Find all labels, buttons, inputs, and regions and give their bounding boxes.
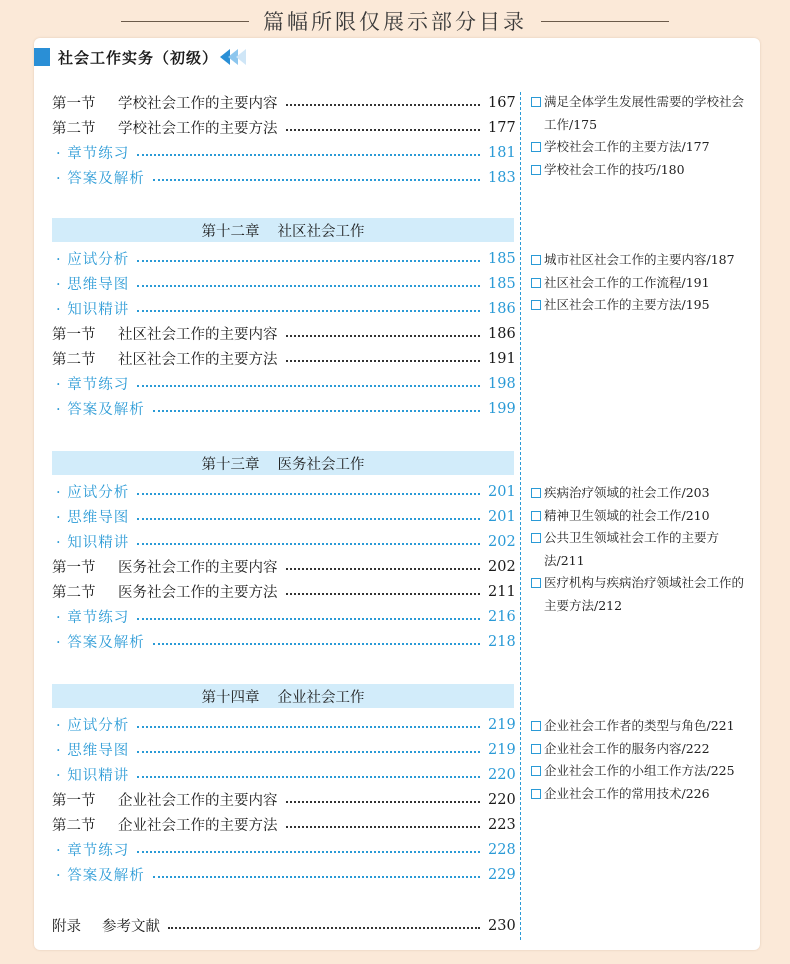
section-name: 医务社会工作的主要内容	[118, 560, 278, 576]
section-title	[52, 92, 278, 113]
topic-item[interactable]	[531, 482, 751, 505]
page-number: 230	[488, 917, 516, 934]
toc-row[interactable]	[52, 862, 514, 887]
topic-text: 精神卫生领域的社会工作/210	[544, 507, 710, 523]
dot-leader	[137, 851, 480, 853]
dot-leader	[153, 643, 480, 645]
column-divider	[520, 92, 521, 940]
topic-item[interactable]	[531, 783, 751, 806]
checkbox-icon	[531, 255, 541, 265]
toc-row[interactable]	[52, 554, 514, 579]
section-name: 医务社会工作的主要方法	[118, 585, 278, 601]
page-number: 199	[488, 400, 516, 417]
checkbox-icon	[531, 165, 541, 175]
chapter-number: 第十二章	[201, 223, 260, 240]
dot-leader	[153, 410, 480, 412]
checkbox-icon	[531, 578, 541, 588]
subitem-title: · 答案及解析	[56, 868, 145, 884]
dot-leader	[286, 104, 481, 106]
topic-text: 城市社区社会工作的主要内容/187	[544, 252, 735, 267]
dot-leader	[153, 179, 480, 181]
dot-leader	[137, 285, 480, 287]
section-name: 社区社会工作的主要内容	[118, 327, 278, 343]
toc-section	[52, 451, 514, 654]
section-title	[52, 348, 278, 369]
dot-leader	[137, 726, 480, 728]
section-name: 学校社会工作的主要方法	[118, 121, 278, 137]
topic-text: 社区社会工作的工作流程/191	[544, 274, 710, 290]
section-number: 第一节	[52, 96, 96, 112]
checkbox-icon	[531, 142, 541, 152]
page-number: 223	[488, 816, 516, 833]
topic-item[interactable]	[531, 272, 751, 295]
topic-item[interactable]	[531, 505, 751, 528]
toc-row[interactable]	[52, 504, 514, 529]
checkbox-icon	[531, 300, 541, 310]
toc-row[interactable]	[52, 246, 514, 271]
topic-list	[531, 482, 751, 617]
checkbox-icon	[531, 789, 541, 799]
section-title	[52, 323, 278, 344]
subitem-title: · 知识精讲	[56, 302, 130, 318]
page-number: 219	[488, 716, 516, 733]
dot-leader	[153, 876, 480, 878]
topic-text: 企业社会工作者的类型与角色/221	[544, 718, 735, 733]
section-name: 学校社会工作的主要内容	[118, 96, 278, 112]
topic-text: 社区社会工作的主要方法/195	[544, 297, 710, 312]
toc-row[interactable]	[52, 762, 514, 787]
topic-text: 学校社会工作的技巧/180	[544, 161, 685, 177]
subitem-title: · 章节练习	[56, 146, 130, 162]
toc-row[interactable]	[52, 837, 514, 862]
subitem-title: · 应试分析	[56, 718, 130, 734]
topic-text: 满足全体学生发展性需要的学校社会工作/175	[544, 94, 745, 132]
toc-row[interactable]	[52, 90, 514, 115]
toc-row[interactable]	[52, 604, 514, 629]
page-number: 186	[488, 325, 516, 342]
page-title: 篇幅所限仅展示部分目录	[263, 10, 527, 34]
page-number: 219	[488, 741, 516, 758]
page-number: 216	[488, 608, 516, 625]
dot-leader	[286, 801, 481, 803]
topic-item[interactable]	[531, 760, 751, 783]
section-number: 第二节	[52, 818, 96, 834]
page-number: 201	[488, 508, 516, 525]
toc-row[interactable]	[52, 913, 514, 938]
page-number: 229	[488, 866, 516, 883]
chapter-title: 企业社会工作	[277, 689, 365, 706]
topic-text: 学校社会工作的主要方法/177	[544, 139, 710, 154]
subitem-title: · 章节练习	[56, 843, 130, 859]
checkbox-icon	[531, 488, 541, 498]
page-number: 218	[488, 633, 516, 650]
dot-leader	[137, 518, 480, 520]
topic-item[interactable]	[531, 738, 751, 761]
dot-leader	[137, 260, 480, 262]
page-number: 183	[488, 169, 516, 186]
subitem-title: · 思维导图	[56, 743, 130, 759]
toc-row[interactable]	[52, 271, 514, 296]
page-number: 220	[488, 766, 516, 783]
checkbox-icon	[531, 278, 541, 288]
checkbox-icon	[531, 97, 541, 107]
dot-leader	[137, 310, 480, 312]
section-number: 第二节	[52, 121, 96, 137]
book-title-bar	[34, 46, 244, 68]
topic-text: 企业社会工作的服务内容/222	[544, 740, 710, 756]
topic-item[interactable]	[531, 159, 751, 182]
dot-leader	[286, 129, 481, 131]
dot-leader	[168, 927, 480, 929]
chapter-title: 医务社会工作	[277, 456, 365, 473]
toc-row[interactable]	[52, 396, 514, 421]
chapter-heading[interactable]	[52, 684, 514, 708]
toc-row[interactable]	[52, 629, 514, 654]
topic-text: 企业社会工作的常用技术/226	[544, 785, 710, 801]
topic-item[interactable]	[531, 91, 751, 136]
subitem-title: · 章节练习	[56, 610, 130, 626]
section-title	[52, 117, 278, 138]
checkbox-icon	[531, 766, 541, 776]
dot-leader	[137, 385, 480, 387]
section-title	[52, 581, 278, 602]
dot-leader	[137, 618, 480, 620]
checkbox-icon	[531, 511, 541, 521]
toc-row[interactable]	[52, 371, 514, 396]
page-number: 202	[488, 533, 516, 550]
header-rule-right	[541, 21, 669, 22]
topic-list	[531, 91, 751, 181]
toc-row[interactable]	[52, 579, 514, 604]
subitem-title: · 章节练习	[56, 377, 130, 393]
page-number: 198	[488, 375, 516, 392]
toc-section	[52, 684, 514, 887]
toc-row[interactable]	[52, 712, 514, 737]
topic-text: 企业社会工作的小组工作方法/225	[544, 763, 735, 778]
subitem-title: · 思维导图	[56, 510, 130, 526]
subitem-title: · 知识精讲	[56, 768, 130, 784]
toc-row[interactable]	[52, 787, 514, 812]
chapter-number: 第十三章	[201, 456, 260, 473]
toc-row[interactable]	[52, 321, 514, 346]
section-number: 第二节	[52, 352, 96, 368]
toc-row[interactable]	[52, 296, 514, 321]
chapter-number: 第十四章	[201, 689, 260, 706]
page-number: 186	[488, 300, 516, 317]
chevron-left-icon	[220, 49, 244, 65]
subitem-title: · 知识精讲	[56, 535, 130, 551]
dot-leader	[286, 360, 481, 362]
page-number: 211	[488, 583, 516, 600]
chapter-heading[interactable]	[52, 451, 514, 475]
checkbox-icon	[531, 533, 541, 543]
checkbox-icon	[531, 721, 541, 731]
section-title	[52, 814, 278, 835]
page-number: 201	[488, 483, 516, 500]
toc-row[interactable]	[52, 737, 514, 762]
toc-row[interactable]	[52, 115, 514, 140]
section-title	[52, 789, 278, 810]
chapter-title: 社区社会工作	[277, 223, 365, 240]
topic-item[interactable]	[531, 136, 751, 159]
page-number: 228	[488, 841, 516, 858]
topic-item[interactable]	[531, 527, 751, 572]
dot-leader	[137, 776, 480, 778]
toc-row[interactable]	[52, 479, 514, 504]
page-number: 191	[488, 350, 516, 367]
page-number: 177	[488, 119, 516, 136]
dot-leader	[286, 826, 481, 828]
topic-item[interactable]	[531, 715, 751, 738]
topic-list	[531, 249, 751, 317]
subitem-title: · 应试分析	[56, 252, 130, 268]
page-number: 185	[488, 250, 516, 267]
dot-leader	[286, 593, 481, 595]
toc-row[interactable]	[52, 529, 514, 554]
section-number: 第一节	[52, 560, 96, 576]
topic-item[interactable]	[531, 249, 751, 272]
section-number: 第一节	[52, 793, 96, 809]
toc-section	[52, 218, 514, 421]
page-number: 185	[488, 275, 516, 292]
dot-leader	[137, 154, 480, 156]
section-name: 企业社会工作的主要内容	[118, 793, 278, 809]
dot-leader	[137, 543, 480, 545]
toc-row[interactable]	[52, 140, 514, 165]
appendix-label: 附录	[52, 919, 81, 935]
dot-leader	[286, 335, 481, 337]
subitem-title: · 答案及解析	[56, 402, 145, 418]
book-title: 社会工作实务（初级）	[58, 48, 219, 67]
subitem-title: · 答案及解析	[56, 635, 145, 651]
topic-text: 疾病治疗领域的社会工作/203	[544, 485, 710, 500]
page-number: 220	[488, 791, 516, 808]
dot-leader	[137, 751, 480, 753]
subitem-title: · 应试分析	[56, 485, 130, 501]
header-rule-left	[121, 21, 249, 22]
topic-item[interactable]	[531, 294, 751, 317]
page-number: 202	[488, 558, 516, 575]
toc-section	[52, 90, 514, 190]
subitem-title: · 答案及解析	[56, 171, 145, 187]
toc-row[interactable]	[52, 346, 514, 371]
checkbox-icon	[531, 744, 541, 754]
topic-list	[531, 715, 751, 805]
topic-text: 医疗机构与疾病治疗领域社会工作的主要方法/212	[544, 575, 745, 613]
toc-row[interactable]	[52, 812, 514, 837]
page-header	[0, 0, 790, 42]
section-name: 企业社会工作的主要方法	[118, 818, 278, 834]
section-name: 社区社会工作的主要方法	[118, 352, 278, 368]
toc-row[interactable]	[52, 165, 514, 190]
subitem-title: · 思维导图	[56, 277, 130, 293]
section-title	[52, 556, 278, 577]
dot-leader	[137, 493, 480, 495]
page-number: 167	[488, 94, 516, 111]
appendix-title: 参考文献	[102, 919, 160, 935]
blue-square-icon	[34, 48, 50, 66]
topic-text: 公共卫生领域社会工作的主要方法/211	[544, 530, 720, 568]
dot-leader	[286, 568, 481, 570]
chapter-heading[interactable]	[52, 218, 514, 242]
section-number: 第一节	[52, 327, 96, 343]
appendix-entry	[52, 913, 514, 938]
page-number: 181	[488, 144, 516, 161]
topic-item[interactable]	[531, 572, 751, 617]
section-number: 第二节	[52, 585, 96, 601]
